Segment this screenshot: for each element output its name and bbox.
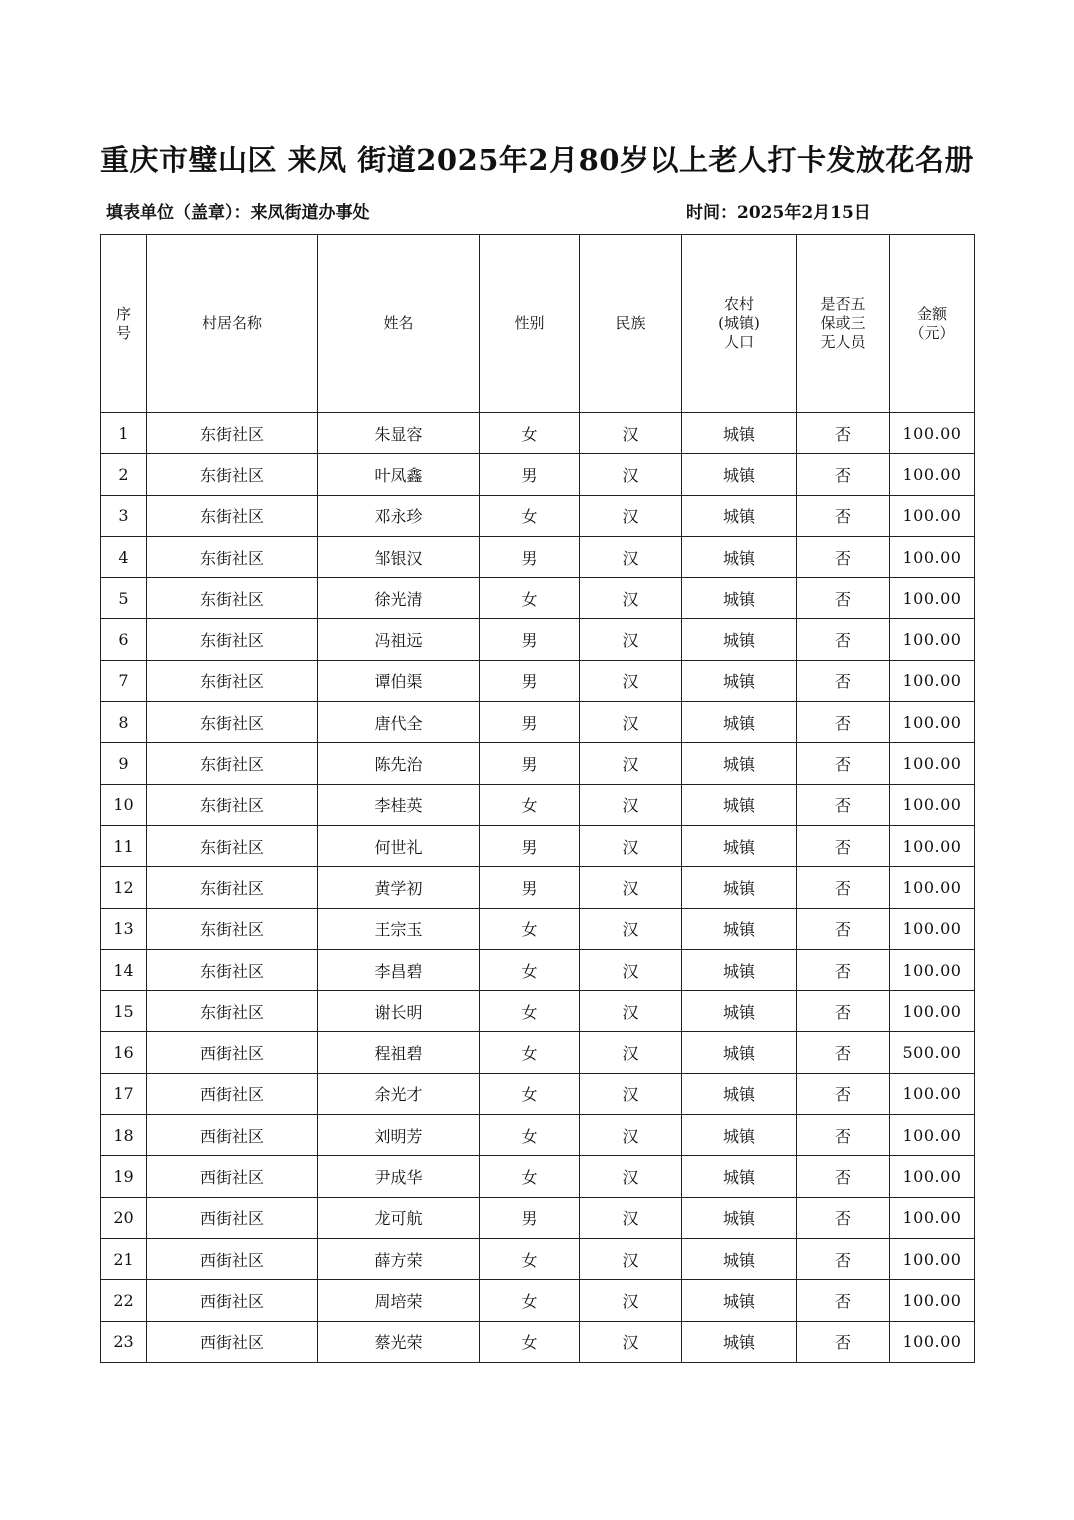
cell-seq: 3 bbox=[101, 495, 147, 536]
table-row bbox=[101, 1032, 975, 1073]
header-gender-label: 性别 bbox=[514, 314, 545, 332]
cell-gender: 女 bbox=[480, 413, 580, 454]
cell-seq: 6 bbox=[101, 619, 147, 660]
cell-population: 城镇 bbox=[682, 1156, 797, 1197]
cell-population: 城镇 bbox=[682, 578, 797, 619]
cell-gender: 男 bbox=[480, 743, 580, 784]
cell-amount: 100.00 bbox=[890, 1197, 975, 1238]
cell-ethnicity: 汉 bbox=[580, 1032, 682, 1073]
cell-village: 东街社区 bbox=[147, 578, 318, 619]
table-row bbox=[101, 495, 975, 536]
cell-wubao: 否 bbox=[797, 1032, 890, 1073]
cell-seq: 19 bbox=[101, 1156, 147, 1197]
table-row bbox=[101, 743, 975, 784]
cell-seq: 10 bbox=[101, 784, 147, 825]
cell-ethnicity: 汉 bbox=[580, 536, 682, 577]
cell-village: 东街社区 bbox=[147, 660, 318, 701]
cell-seq: 12 bbox=[101, 867, 147, 908]
cell-ethnicity: 汉 bbox=[580, 454, 682, 495]
table-row bbox=[101, 536, 975, 577]
cell-wubao: 否 bbox=[797, 702, 890, 743]
cell-seq: 8 bbox=[101, 702, 147, 743]
cell-seq: 21 bbox=[101, 1238, 147, 1279]
table-row bbox=[101, 1321, 975, 1362]
cell-gender: 男 bbox=[480, 454, 580, 495]
cell-ethnicity: 汉 bbox=[580, 867, 682, 908]
cell-population: 城镇 bbox=[682, 413, 797, 454]
cell-village: 东街社区 bbox=[147, 413, 318, 454]
cell-population: 城镇 bbox=[682, 991, 797, 1032]
cell-wubao: 否 bbox=[797, 1321, 890, 1362]
cell-gender: 女 bbox=[480, 1073, 580, 1114]
cell-amount: 100.00 bbox=[890, 578, 975, 619]
cell-gender: 男 bbox=[480, 702, 580, 743]
cell-ethnicity: 汉 bbox=[580, 949, 682, 990]
header-population-label: 农村 (城镇) 人口 bbox=[718, 295, 760, 351]
cell-gender: 女 bbox=[480, 495, 580, 536]
cell-ethnicity: 汉 bbox=[580, 908, 682, 949]
cell-name: 程祖碧 bbox=[318, 1032, 480, 1073]
cell-wubao: 否 bbox=[797, 578, 890, 619]
cell-ethnicity: 汉 bbox=[580, 1280, 682, 1321]
cell-name: 李桂英 bbox=[318, 784, 480, 825]
cell-gender: 女 bbox=[480, 1115, 580, 1156]
cell-wubao: 否 bbox=[797, 1280, 890, 1321]
table-row bbox=[101, 1115, 975, 1156]
cell-amount: 100.00 bbox=[890, 784, 975, 825]
cell-seq: 2 bbox=[101, 454, 147, 495]
cell-population: 城镇 bbox=[682, 784, 797, 825]
header-seq-label: 序 号 bbox=[115, 304, 131, 342]
table-row bbox=[101, 1197, 975, 1238]
cell-seq: 4 bbox=[101, 536, 147, 577]
cell-seq: 20 bbox=[101, 1197, 147, 1238]
header-seq bbox=[101, 235, 147, 413]
cell-population: 城镇 bbox=[682, 1321, 797, 1362]
cell-gender: 男 bbox=[480, 825, 580, 866]
cell-wubao: 否 bbox=[797, 495, 890, 536]
cell-gender: 女 bbox=[480, 1156, 580, 1197]
cell-population: 城镇 bbox=[682, 1197, 797, 1238]
cell-gender: 男 bbox=[480, 536, 580, 577]
cell-wubao: 否 bbox=[797, 413, 890, 454]
cell-village: 东街社区 bbox=[147, 702, 318, 743]
table-row bbox=[101, 578, 975, 619]
table-row bbox=[101, 825, 975, 866]
cell-seq: 14 bbox=[101, 949, 147, 990]
header-wubao bbox=[797, 235, 890, 413]
cell-name: 邹银汉 bbox=[318, 536, 480, 577]
cell-seq: 17 bbox=[101, 1073, 147, 1114]
cell-amount: 100.00 bbox=[890, 1321, 975, 1362]
cell-gender: 女 bbox=[480, 991, 580, 1032]
cell-population: 城镇 bbox=[682, 702, 797, 743]
cell-gender: 男 bbox=[480, 619, 580, 660]
cell-amount: 100.00 bbox=[890, 1115, 975, 1156]
cell-population: 城镇 bbox=[682, 619, 797, 660]
cell-village: 西街社区 bbox=[147, 1032, 318, 1073]
cell-gender: 女 bbox=[480, 908, 580, 949]
cell-seq: 16 bbox=[101, 1032, 147, 1073]
cell-ethnicity: 汉 bbox=[580, 413, 682, 454]
cell-village: 东街社区 bbox=[147, 784, 318, 825]
header-wubao-label: 是否五 保或三 无人员 bbox=[820, 295, 866, 351]
cell-ethnicity: 汉 bbox=[580, 784, 682, 825]
cell-gender: 女 bbox=[480, 1238, 580, 1279]
cell-wubao: 否 bbox=[797, 991, 890, 1032]
cell-ethnicity: 汉 bbox=[580, 619, 682, 660]
header-ethnicity-label: 民族 bbox=[615, 314, 646, 332]
cell-wubao: 否 bbox=[797, 660, 890, 701]
header-ethnicity bbox=[580, 235, 682, 413]
cell-amount: 100.00 bbox=[890, 495, 975, 536]
cell-village: 东街社区 bbox=[147, 991, 318, 1032]
cell-name: 陈先治 bbox=[318, 743, 480, 784]
table-row bbox=[101, 660, 975, 701]
cell-ethnicity: 汉 bbox=[580, 660, 682, 701]
table-row bbox=[101, 702, 975, 743]
cell-seq: 15 bbox=[101, 991, 147, 1032]
cell-wubao: 否 bbox=[797, 536, 890, 577]
table-row bbox=[101, 991, 975, 1032]
cell-name: 王宗玉 bbox=[318, 908, 480, 949]
table-row bbox=[101, 908, 975, 949]
cell-ethnicity: 汉 bbox=[580, 702, 682, 743]
cell-amount: 100.00 bbox=[890, 1238, 975, 1279]
cell-population: 城镇 bbox=[682, 1073, 797, 1114]
cell-name: 唐代全 bbox=[318, 702, 480, 743]
cell-population: 城镇 bbox=[682, 949, 797, 990]
cell-population: 城镇 bbox=[682, 495, 797, 536]
header-village bbox=[147, 235, 318, 413]
cell-wubao: 否 bbox=[797, 908, 890, 949]
cell-name: 李昌碧 bbox=[318, 949, 480, 990]
page-title: 重庆市璧山区 来凤 街道2025年2月80岁以上老人打卡发放花名册 bbox=[100, 143, 974, 177]
cell-village: 东街社区 bbox=[147, 454, 318, 495]
cell-gender: 女 bbox=[480, 784, 580, 825]
cell-gender: 女 bbox=[480, 949, 580, 990]
cell-village: 东街社区 bbox=[147, 908, 318, 949]
cell-name: 余光才 bbox=[318, 1073, 480, 1114]
cell-name: 何世礼 bbox=[318, 825, 480, 866]
header-name-label: 姓名 bbox=[383, 314, 414, 332]
cell-amount: 100.00 bbox=[890, 908, 975, 949]
header-village-label: 村居名称 bbox=[201, 314, 262, 332]
cell-ethnicity: 汉 bbox=[580, 1197, 682, 1238]
cell-ethnicity: 汉 bbox=[580, 1321, 682, 1362]
cell-amount: 100.00 bbox=[890, 619, 975, 660]
cell-wubao: 否 bbox=[797, 1197, 890, 1238]
cell-population: 城镇 bbox=[682, 1238, 797, 1279]
table-row bbox=[101, 454, 975, 495]
cell-village: 东街社区 bbox=[147, 867, 318, 908]
cell-wubao: 否 bbox=[797, 1238, 890, 1279]
cell-seq: 23 bbox=[101, 1321, 147, 1362]
cell-name: 薛方荣 bbox=[318, 1238, 480, 1279]
cell-village: 东街社区 bbox=[147, 743, 318, 784]
cell-gender: 女 bbox=[480, 1032, 580, 1073]
table-row bbox=[101, 867, 975, 908]
header-name bbox=[318, 235, 480, 413]
cell-amount: 100.00 bbox=[890, 991, 975, 1032]
cell-gender: 女 bbox=[480, 1321, 580, 1362]
cell-name: 冯祖远 bbox=[318, 619, 480, 660]
cell-wubao: 否 bbox=[797, 949, 890, 990]
header-population bbox=[682, 235, 797, 413]
cell-population: 城镇 bbox=[682, 454, 797, 495]
cell-village: 东街社区 bbox=[147, 825, 318, 866]
cell-name: 叶凤鑫 bbox=[318, 454, 480, 495]
cell-seq: 11 bbox=[101, 825, 147, 866]
table-row bbox=[101, 784, 975, 825]
cell-village: 西街社区 bbox=[147, 1156, 318, 1197]
cell-ethnicity: 汉 bbox=[580, 578, 682, 619]
cell-village: 西街社区 bbox=[147, 1197, 318, 1238]
cell-name: 徐光清 bbox=[318, 578, 480, 619]
table-row bbox=[101, 413, 975, 454]
cell-amount: 100.00 bbox=[890, 949, 975, 990]
cell-wubao: 否 bbox=[797, 825, 890, 866]
cell-village: 西街社区 bbox=[147, 1238, 318, 1279]
date-label: 时间：2025年2月15日 bbox=[686, 203, 871, 223]
cell-seq: 5 bbox=[101, 578, 147, 619]
cell-ethnicity: 汉 bbox=[580, 743, 682, 784]
cell-amount: 100.00 bbox=[890, 1156, 975, 1197]
roster-table bbox=[100, 234, 975, 1363]
cell-wubao: 否 bbox=[797, 1115, 890, 1156]
cell-ethnicity: 汉 bbox=[580, 991, 682, 1032]
table-row bbox=[101, 1238, 975, 1279]
cell-population: 城镇 bbox=[682, 867, 797, 908]
cell-ethnicity: 汉 bbox=[580, 1156, 682, 1197]
cell-seq: 22 bbox=[101, 1280, 147, 1321]
header-gender bbox=[480, 235, 580, 413]
cell-wubao: 否 bbox=[797, 784, 890, 825]
cell-name: 龙可航 bbox=[318, 1197, 480, 1238]
cell-amount: 100.00 bbox=[890, 867, 975, 908]
cell-name: 尹成华 bbox=[318, 1156, 480, 1197]
cell-ethnicity: 汉 bbox=[580, 825, 682, 866]
cell-seq: 7 bbox=[101, 660, 147, 701]
cell-seq: 18 bbox=[101, 1115, 147, 1156]
cell-amount: 100.00 bbox=[890, 743, 975, 784]
cell-village: 西街社区 bbox=[147, 1321, 318, 1362]
header-amount-label: 金额 （元） bbox=[909, 304, 955, 342]
cell-wubao: 否 bbox=[797, 743, 890, 784]
cell-seq: 13 bbox=[101, 908, 147, 949]
cell-name: 蔡光荣 bbox=[318, 1321, 480, 1362]
cell-village: 东街社区 bbox=[147, 619, 318, 660]
cell-village: 西街社区 bbox=[147, 1280, 318, 1321]
cell-name: 谭伯渠 bbox=[318, 660, 480, 701]
table-row bbox=[101, 949, 975, 990]
cell-gender: 男 bbox=[480, 1197, 580, 1238]
cell-ethnicity: 汉 bbox=[580, 1115, 682, 1156]
cell-name: 谢长明 bbox=[318, 991, 480, 1032]
cell-gender: 女 bbox=[480, 578, 580, 619]
cell-population: 城镇 bbox=[682, 660, 797, 701]
cell-village: 东街社区 bbox=[147, 536, 318, 577]
cell-village: 西街社区 bbox=[147, 1073, 318, 1114]
cell-amount: 100.00 bbox=[890, 454, 975, 495]
cell-amount: 100.00 bbox=[890, 413, 975, 454]
cell-ethnicity: 汉 bbox=[580, 495, 682, 536]
table-row bbox=[101, 619, 975, 660]
cell-population: 城镇 bbox=[682, 908, 797, 949]
cell-gender: 女 bbox=[480, 1280, 580, 1321]
cell-population: 城镇 bbox=[682, 1032, 797, 1073]
table-body bbox=[101, 413, 975, 1363]
header-row bbox=[101, 235, 975, 413]
cell-population: 城镇 bbox=[682, 1280, 797, 1321]
cell-ethnicity: 汉 bbox=[580, 1073, 682, 1114]
table-header bbox=[101, 235, 975, 413]
cell-amount: 100.00 bbox=[890, 702, 975, 743]
cell-gender: 男 bbox=[480, 867, 580, 908]
cell-amount: 100.00 bbox=[890, 536, 975, 577]
cell-seq: 1 bbox=[101, 413, 147, 454]
table-row bbox=[101, 1073, 975, 1114]
cell-population: 城镇 bbox=[682, 743, 797, 784]
cell-name: 邓永珍 bbox=[318, 495, 480, 536]
filling-unit-label: 填表单位（盖章）：来凤街道办事处 bbox=[106, 203, 370, 223]
cell-population: 城镇 bbox=[682, 825, 797, 866]
cell-name: 朱显容 bbox=[318, 413, 480, 454]
cell-wubao: 否 bbox=[797, 454, 890, 495]
table-row bbox=[101, 1156, 975, 1197]
cell-name: 周培荣 bbox=[318, 1280, 480, 1321]
cell-village: 东街社区 bbox=[147, 495, 318, 536]
cell-wubao: 否 bbox=[797, 867, 890, 908]
cell-population: 城镇 bbox=[682, 536, 797, 577]
cell-village: 西街社区 bbox=[147, 1115, 318, 1156]
table-row bbox=[101, 1280, 975, 1321]
cell-gender: 男 bbox=[480, 660, 580, 701]
cell-amount: 100.00 bbox=[890, 1280, 975, 1321]
cell-amount: 100.00 bbox=[890, 660, 975, 701]
cell-name: 黄学初 bbox=[318, 867, 480, 908]
cell-village: 东街社区 bbox=[147, 949, 318, 990]
cell-wubao: 否 bbox=[797, 1073, 890, 1114]
cell-population: 城镇 bbox=[682, 1115, 797, 1156]
cell-amount: 100.00 bbox=[890, 825, 975, 866]
cell-amount: 500.00 bbox=[890, 1032, 975, 1073]
cell-amount: 100.00 bbox=[890, 1073, 975, 1114]
header-amount bbox=[890, 235, 975, 413]
cell-name: 刘明芳 bbox=[318, 1115, 480, 1156]
cell-wubao: 否 bbox=[797, 619, 890, 660]
cell-wubao: 否 bbox=[797, 1156, 890, 1197]
cell-seq: 9 bbox=[101, 743, 147, 784]
cell-ethnicity: 汉 bbox=[580, 1238, 682, 1279]
